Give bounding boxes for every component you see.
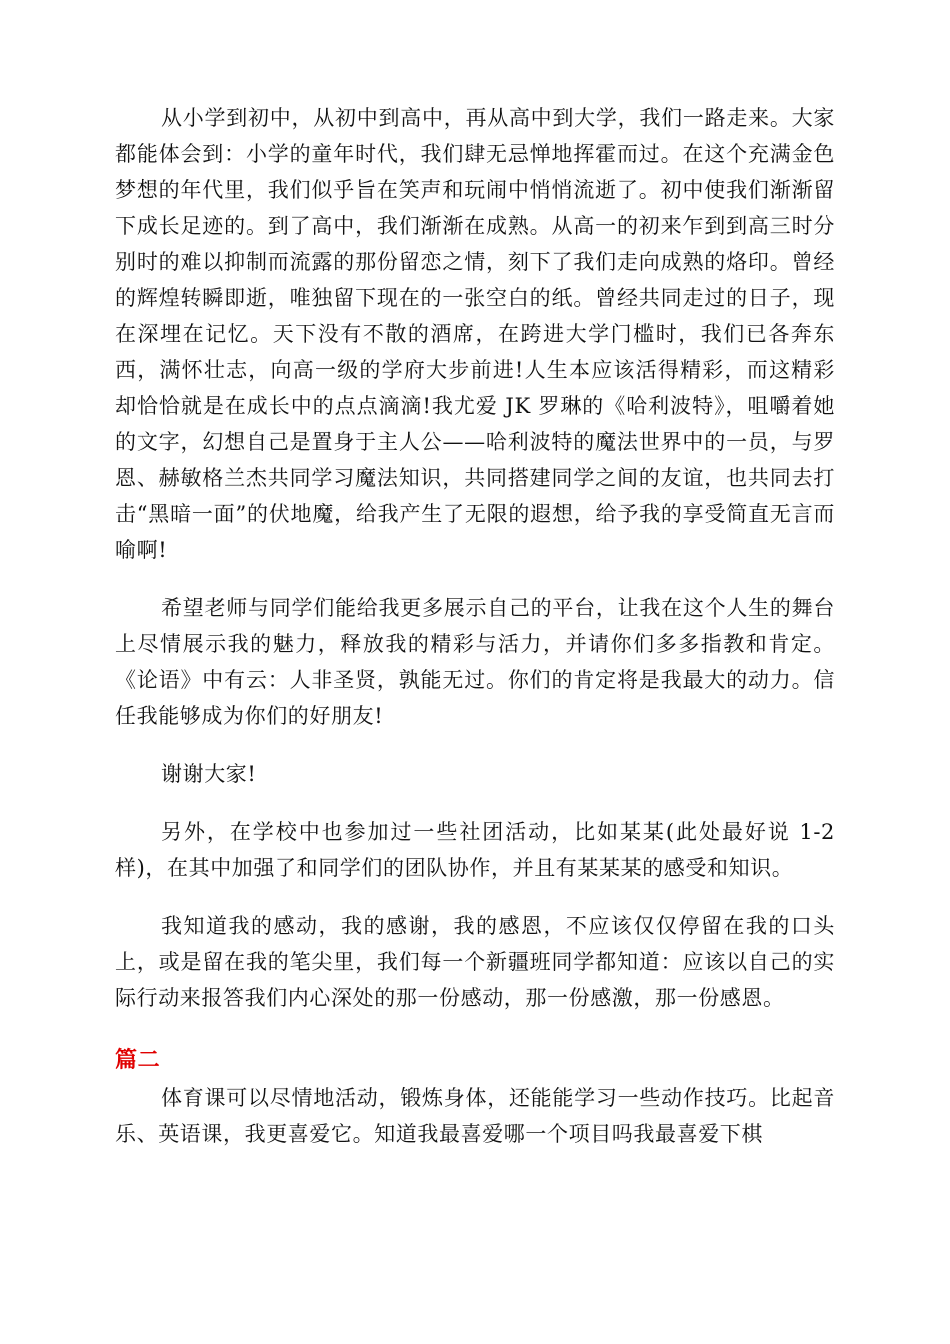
body-paragraph-5: 我知道我的感动，我的感谢，我的感恩，不应该仅仅停留在我的口头上，或是留在我的笔尖里，我们每一个新疆班同学都知道：应该以自己的实际行动来报答我们内心深处的那一份感动，那一份感激，那一份感恩。 [115, 914, 835, 1010]
body-paragraph-4: 另外，在学校中也参加过一些社团活动，比如某某(此处最好说 1-2 样)，在其中加强了和同学们的团队协作，并且有某某某的感受和知识。 [115, 820, 835, 880]
section-paragraph-1: 体育课可以尽情地活动，锻炼身体，还能能学习一些动作技巧。比起音乐、英语课，我更喜爱它。知道我最喜爱哪一个项目吗我最喜爱下棋 [115, 1086, 835, 1146]
body-paragraph-2: 希望老师与同学们能给我更多展示自己的平台，让我在这个人生的舞台上尽情展示我的魅力，释放我的精彩与活力，并请你们多多指教和肯定。《论语》中有云：人非圣贤，孰能无过。你们的肯定将是我最大的动力。信任我能够成为你们的好朋友! [115, 596, 835, 728]
body-paragraph-3: 谢谢大家! [161, 762, 257, 786]
section-heading: 篇二 [115, 1048, 161, 1073]
body-paragraph-1: 从小学到初中，从初中到高中，再从高中到大学，我们一路走来。大家都能体会到：小学的童年时代，我们肆无忌惮地挥霍而过。在这个充满金色梦想的年代里，我们似乎旨在笑声和玩闹中悄悄流逝了。初中使我们渐渐留下成长足迹的。到了高中，我们渐渐在成熟。从高一的初来乍到到高三时分别时的难以抑制而流露的那份留恋之情，刻下了我们走向成熟的烙印。曾经的辉煌转瞬即逝，唯独留下现在的一张空白的纸。曾经共同走过的日子，现在深埋在记忆。天下没有不散的酒席，在跨进大学门槛时，我们已各奔东西，满怀壮志，向高一级的学府大步前进!人生本应该活得精彩，而这精彩却恰恰就是在成长中的点点滴滴!我尤爱 JK 罗琳的《哈利波特》，咀嚼着她的文字，幻想自己是置身于主人公——哈利波特的魔法世界中的一员，与罗恩、赫敏格兰杰共同学习魔法知识，共同搭建同学之间的友谊，也共同去打击“黑暗一面”的伏地魔，给我产生了无限的遐想，给予我的享受简直无言而喻啊! [115, 106, 835, 562]
document-page [115, 100, 835, 1152]
